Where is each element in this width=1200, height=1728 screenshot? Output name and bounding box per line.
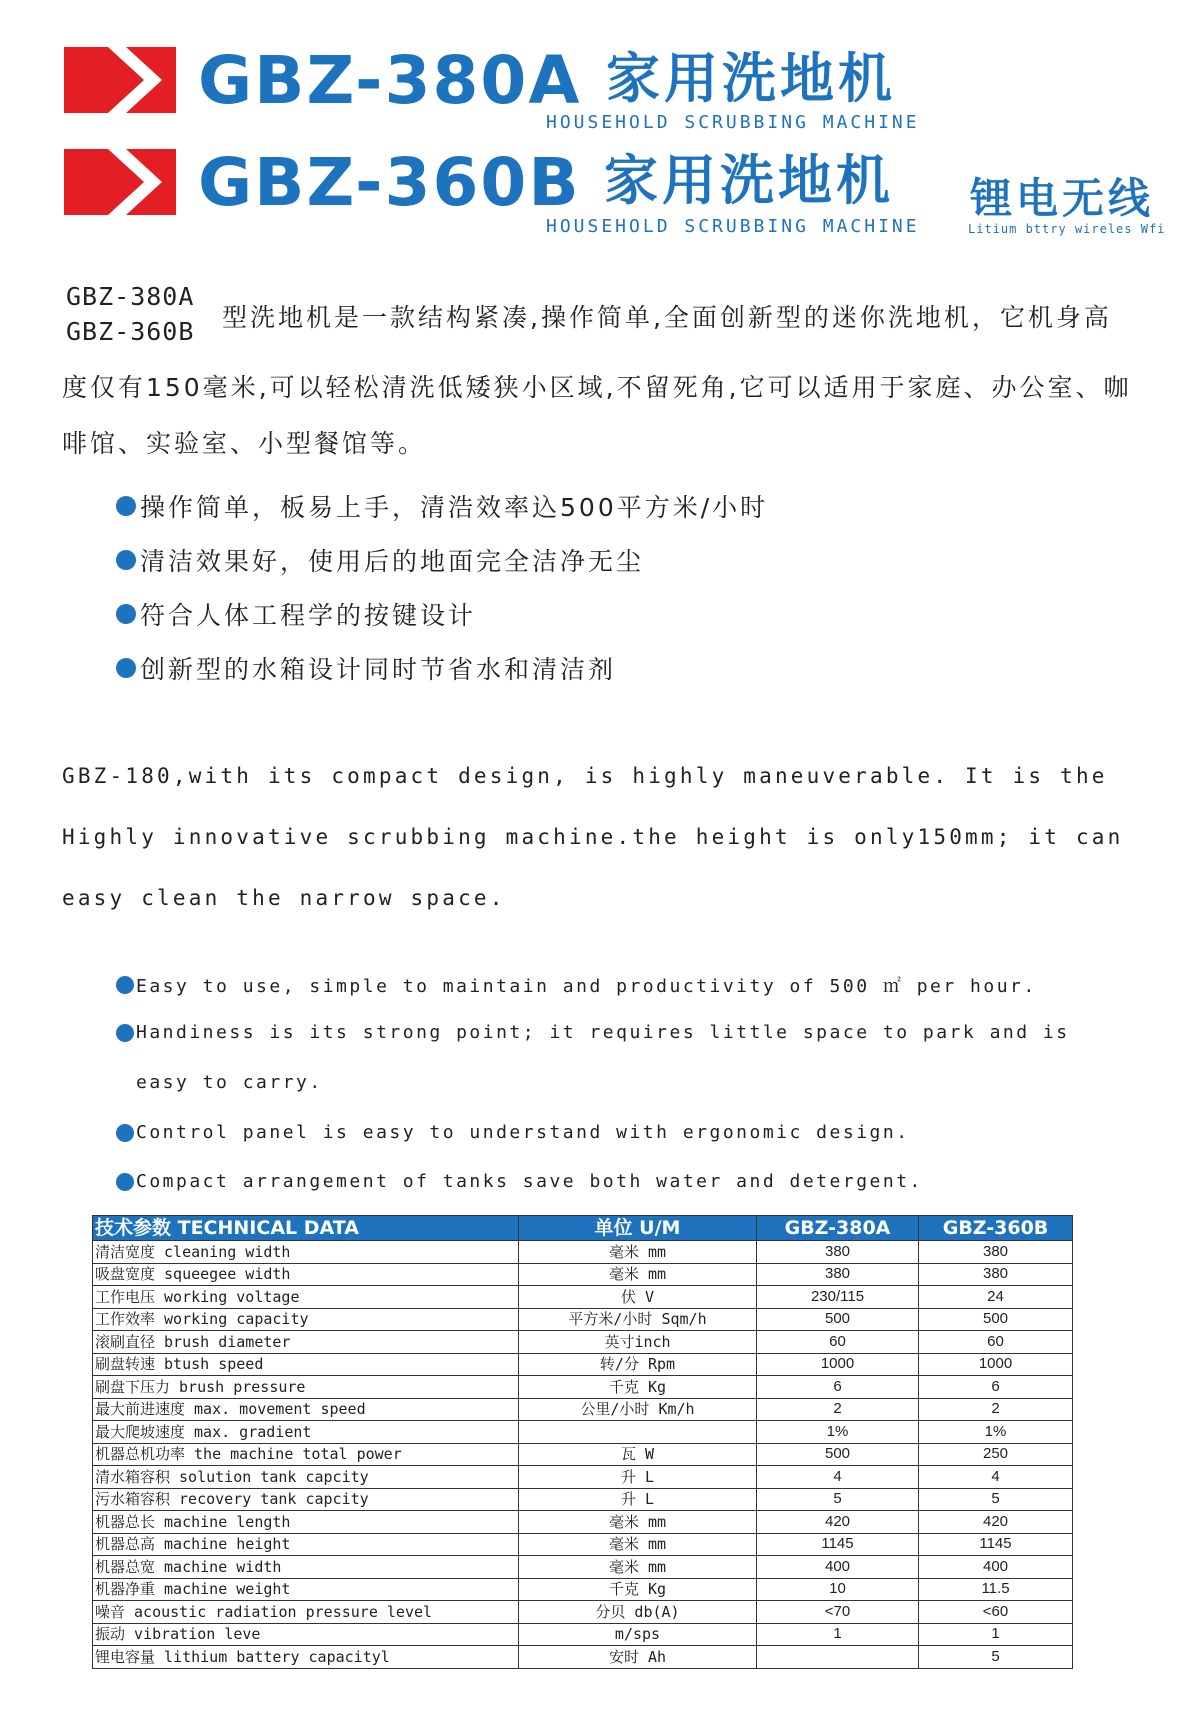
column-header: GBZ-360B	[919, 1216, 1073, 1241]
parameter-cell: 机器净重 machine weight	[93, 1578, 519, 1601]
table-row	[93, 1308, 1073, 1331]
table-row	[93, 1398, 1073, 1421]
table-row	[93, 1286, 1073, 1309]
cn-title-380a: 家用洗地机	[606, 47, 896, 110]
cordless-cn-label: 锂电无线	[970, 174, 1155, 223]
en-bullet-item: Compact arrangement of tanks save both water and detergent.	[116, 1171, 923, 1192]
gbz-380a-value-cell: 400	[757, 1556, 919, 1579]
gbz-360b-value-cell: 380	[919, 1263, 1073, 1286]
gbz-360b-value-cell: 250	[919, 1443, 1073, 1466]
cn-title-360b: 家用洗地机	[604, 149, 894, 212]
intro-en-line: easy clean the narrow space.	[62, 886, 506, 910]
unit-cell: 毫米 mm	[519, 1556, 757, 1579]
parameter-cell: 刷盘下压力 brush pressure	[93, 1376, 519, 1399]
table-row	[93, 1353, 1073, 1376]
unit-cell: 升 L	[519, 1466, 757, 1489]
parameter-cell: 污水箱容积 recovery tank capcity	[93, 1488, 519, 1511]
parameter-cell: 噪音 acoustic radiation pressure level	[93, 1601, 519, 1624]
cn-bullet-item: 清洁效果好，使用后的地面完全洁净无尘	[116, 542, 644, 578]
gbz-360b-value-cell: 5	[919, 1488, 1073, 1511]
parameter-cell: 吸盘宽度 squeegee width	[93, 1263, 519, 1286]
bullet-dot-icon	[116, 1173, 134, 1191]
gbz-360b-value-cell: 400	[919, 1556, 1073, 1579]
intro-model-380a: GBZ-380A	[66, 282, 195, 311]
unit-cell: 千克 Kg	[519, 1578, 757, 1601]
unit-cell: 安时 Ah	[519, 1646, 757, 1669]
red-arrow-icon	[64, 47, 176, 113]
gbz-380a-value-cell: 420	[757, 1511, 919, 1534]
gbz-360b-value-cell: 500	[919, 1308, 1073, 1331]
gbz-360b-value-cell: 1	[919, 1623, 1073, 1646]
parameter-cell: 机器总宽 machine width	[93, 1556, 519, 1579]
bullet-dot-icon	[116, 1124, 134, 1142]
gbz-380a-value-cell: 1%	[757, 1421, 919, 1444]
gbz-360b-value-cell: 1000	[919, 1353, 1073, 1376]
table-row	[93, 1376, 1073, 1399]
red-arrow-icon	[64, 149, 176, 215]
gbz-360b-value-cell: 60	[919, 1331, 1073, 1354]
unit-cell: 千克 Kg	[519, 1376, 757, 1399]
gbz-380a-value-cell: 10	[757, 1578, 919, 1601]
gbz-360b-value-cell: 24	[919, 1286, 1073, 1309]
technical-data-table	[92, 1215, 1073, 1669]
bullet-dot-icon	[116, 658, 136, 678]
cn-bullet-item: 创新型的水箱设计同时节省水和清洁剂	[116, 650, 616, 686]
column-header: GBZ-380A	[757, 1216, 919, 1241]
unit-cell: 升 L	[519, 1488, 757, 1511]
gbz-380a-value-cell: <70	[757, 1601, 919, 1624]
parameter-cell: 清水箱容积 solution tank capcity	[93, 1466, 519, 1489]
model-title-380a: GBZ-380A	[198, 42, 582, 119]
gbz-380a-value-cell: 500	[757, 1308, 919, 1331]
table-row	[93, 1443, 1073, 1466]
gbz-380a-value-cell: 500	[757, 1443, 919, 1466]
gbz-360b-value-cell: 1145	[919, 1533, 1073, 1556]
gbz-360b-value-cell: 11.5	[919, 1578, 1073, 1601]
table-row	[93, 1241, 1073, 1264]
gbz-360b-value-cell: 5	[919, 1646, 1073, 1669]
parameter-cell: 刷盘转速 btush speed	[93, 1353, 519, 1376]
unit-cell: 伏 V	[519, 1286, 757, 1309]
bullet-dot-icon	[116, 550, 136, 570]
model-title-360b: GBZ-360B	[198, 144, 581, 221]
unit-cell: 英寸inch	[519, 1331, 757, 1354]
parameter-cell: 工作效率 working capacity	[93, 1308, 519, 1331]
bullet-dot-icon	[116, 496, 136, 516]
table-body	[93, 1241, 1073, 1669]
parameter-cell: 锂电容量 lithium battery capacityl	[93, 1646, 519, 1669]
parameter-cell: 最大爬坡速度 max. gradient	[93, 1421, 519, 1444]
table-row	[93, 1488, 1073, 1511]
unit-cell: 毫米 mm	[519, 1511, 757, 1534]
table-row	[93, 1646, 1073, 1669]
bullet-dot-icon	[116, 976, 134, 994]
unit-cell: 平方米/小时 Sqm/h	[519, 1308, 757, 1331]
gbz-380a-value-cell: 4	[757, 1466, 919, 1489]
en-bullet-item: Handiness is its strong point; it requires little space to park and is	[116, 1022, 1070, 1043]
unit-cell: 分贝 db(A)	[519, 1601, 757, 1624]
en-subtitle-360b: HOUSEHOLD SCRUBBING MACHINE	[546, 216, 920, 237]
unit-cell: m/sps	[519, 1623, 757, 1646]
intro-model-list	[66, 279, 194, 349]
en-bullet-continuation: easy to carry.	[136, 1072, 323, 1093]
table-header-row	[93, 1216, 1073, 1241]
table-row	[93, 1556, 1073, 1579]
unit-cell: 瓦 W	[519, 1443, 757, 1466]
intro-cn-line: 型洗地机是一款结构紧凑,操作简单,全面创新型的迷你洗地机，它机身高	[222, 303, 1112, 332]
unit-cell: 毫米 mm	[519, 1263, 757, 1286]
table-row	[93, 1578, 1073, 1601]
parameter-cell: 机器总机功率 the machine total power	[93, 1443, 519, 1466]
intro-cn-line: 度仅有150毫米,可以轻松清洗低矮狭小区域,不留死角,它可以适用于家庭、办公室、咖	[62, 373, 1132, 402]
gbz-380a-value-cell: 1000	[757, 1353, 919, 1376]
intro-en-line: Highly innovative scrubbing machine.the height is only150mm; it can	[62, 825, 1124, 849]
gbz-380a-value-cell: 380	[757, 1241, 919, 1264]
unit-cell: 转/分 Rpm	[519, 1353, 757, 1376]
table-row	[93, 1466, 1073, 1489]
column-header: 技术参数 TECHNICAL DATA	[93, 1216, 519, 1241]
column-header: 单位 U/M	[519, 1216, 757, 1241]
gbz-380a-value-cell: 5	[757, 1488, 919, 1511]
en-bullet-item: Easy to use, simple to maintain and productivity of 500 ㎡ per hour.	[116, 972, 1037, 998]
parameter-cell: 最大前进速度 max. movement speed	[93, 1398, 519, 1421]
gbz-380a-value-cell	[757, 1646, 919, 1669]
gbz-360b-value-cell: 380	[919, 1241, 1073, 1264]
parameter-cell: 滚刷直径 brush diameter	[93, 1331, 519, 1354]
intro-model-360b: GBZ-360B	[66, 317, 195, 346]
unit-cell: 毫米 mm	[519, 1241, 757, 1264]
unit-cell: 毫米 mm	[519, 1533, 757, 1556]
parameter-cell: 机器总长 machine length	[93, 1511, 519, 1534]
gbz-360b-value-cell: 4	[919, 1466, 1073, 1489]
cn-bullet-item: 操作简单，板易上手，清浩效率込500平方米/小时	[116, 488, 768, 524]
table-row	[93, 1263, 1073, 1286]
table-row	[93, 1533, 1073, 1556]
gbz-380a-value-cell: 1	[757, 1623, 919, 1646]
intro-en-line: GBZ-180,with its compact design, is highly maneuverable. It is the	[62, 764, 1108, 788]
unit-cell: 公里/小时 Km/h	[519, 1398, 757, 1421]
gbz-360b-value-cell: 2	[919, 1398, 1073, 1421]
gbz-380a-value-cell: 60	[757, 1331, 919, 1354]
gbz-360b-value-cell: 420	[919, 1511, 1073, 1534]
cordless-en-label: Litium bttry wireles Wfi	[968, 222, 1166, 236]
parameter-cell: 清洁宽度 cleaning width	[93, 1241, 519, 1264]
bullet-dot-icon	[116, 604, 136, 624]
table-row	[93, 1511, 1073, 1534]
gbz-380a-value-cell: 1145	[757, 1533, 919, 1556]
intro-cn-line: 啡馆、实验室、小型餐馆等。	[62, 429, 427, 458]
gbz-380a-value-cell: 230/115	[757, 1286, 919, 1309]
table-row	[93, 1601, 1073, 1624]
gbz-360b-value-cell: 6	[919, 1376, 1073, 1399]
cn-bullet-item: 符合人体工程学的按键设计	[116, 596, 476, 632]
gbz-380a-value-cell: 380	[757, 1263, 919, 1286]
parameter-cell: 工作电压 working voltage	[93, 1286, 519, 1309]
table-row	[93, 1331, 1073, 1354]
unit-cell	[519, 1421, 757, 1444]
gbz-360b-value-cell: 1%	[919, 1421, 1073, 1444]
en-subtitle-380a: HOUSEHOLD SCRUBBING MACHINE	[546, 112, 920, 133]
parameter-cell: 振动 vibration leve	[93, 1623, 519, 1646]
en-bullet-item: Control panel is easy to understand with ergonomic design.	[116, 1122, 910, 1143]
gbz-360b-value-cell: <60	[919, 1601, 1073, 1624]
parameter-cell: 机器总高 machine height	[93, 1533, 519, 1556]
gbz-380a-value-cell: 6	[757, 1376, 919, 1399]
table-row	[93, 1421, 1073, 1444]
gbz-380a-value-cell: 2	[757, 1398, 919, 1421]
bullet-dot-icon	[116, 1024, 134, 1042]
table-row	[93, 1623, 1073, 1646]
